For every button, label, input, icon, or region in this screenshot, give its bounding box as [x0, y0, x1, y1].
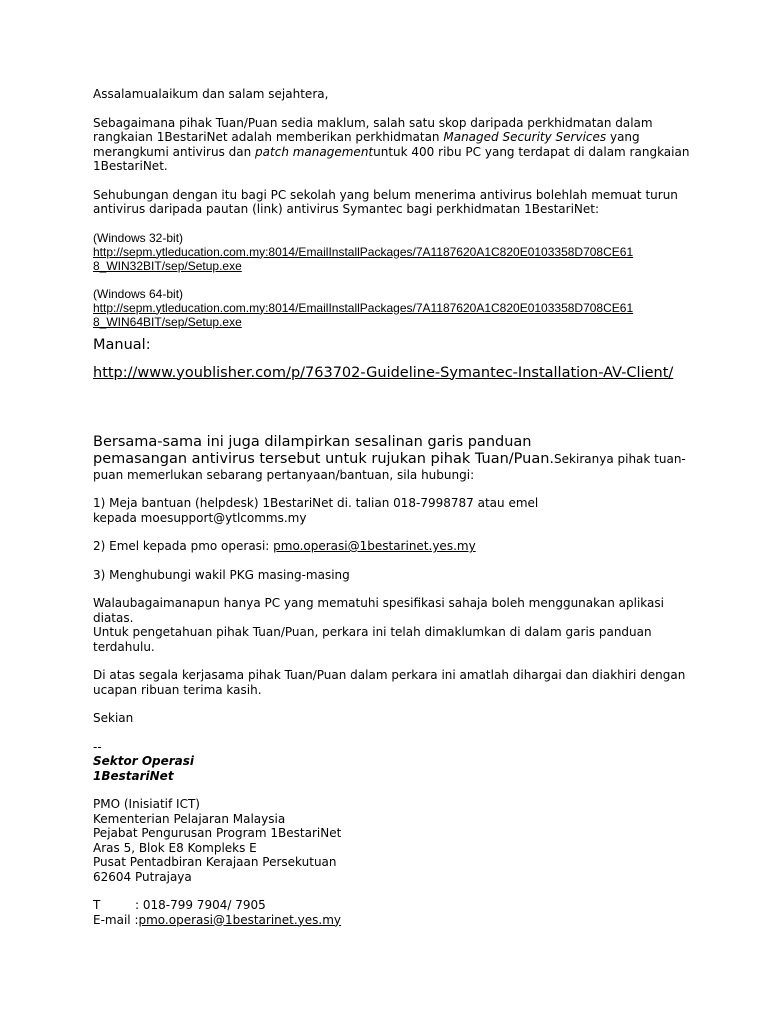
intro-line-2 [93, 130, 693, 145]
closing: Sekian [93, 711, 134, 725]
paragraph-guide [93, 434, 693, 483]
contact-item-1 [93, 496, 693, 525]
notice-line-2: Untuk pengetahuan pihak Tuan/Puan, perkara ini telah dimaklumkan di dalam garis panduan [93, 625, 652, 639]
intro-text-3: merangkumi antivirus dan [93, 144, 256, 159]
guide-line-2-big: pemasangan antivirus tersebut untuk rujukan pihak Tuan/Puan. [93, 450, 555, 467]
guide-line-1: Bersama-sama ini juga dilampirkan sesalinan garis panduan [93, 433, 532, 450]
email-label: E-mail : [93, 912, 139, 927]
win32-label: (Windows 32-bit) [93, 230, 184, 245]
notice-line-1: Walaubagaimanapun hanya PC yang mematuhi spesifikasi sahaja boleh menggunakan aplikasi diatas. [93, 596, 664, 625]
thanks-line-1: Di atas segala kerjasama pihak Tuan/Puan dalam perkara ini amatlah dihargai dan diakhiri dengan [93, 668, 686, 682]
signature-sector: Sektor Operasi [93, 754, 195, 768]
win32-url-part-2[interactable]: 8_WIN32BIT/sep/Setup.exe [93, 258, 242, 273]
manual-label: Manual: [93, 336, 151, 353]
paragraph-notice [93, 596, 693, 654]
download-line-1: Sehubungan dengan itu bagi PC sekolah yang belum menerima antivirus bolehlah memuat turun [93, 187, 678, 202]
intro-line-3 [93, 145, 693, 160]
address-line-1: PMO (Inisiatif ICT) [93, 797, 200, 811]
win64-label: (Windows 64-bit) [93, 286, 184, 301]
download-line-2: antivirus daripada pautan (link) antivirus Symantec bagi perkhidmatan 1BestariNet: [93, 202, 600, 216]
win32-download-link[interactable] [93, 245, 693, 273]
thanks-line-2: ucapan ribuan terima kasih. [93, 682, 262, 697]
signature-dash: -- [93, 739, 102, 754]
manual-link[interactable]: http://www.youblisher.com/p/763702-Guideline-Symantec-Installation-AV-Client/ [93, 364, 674, 381]
intro-text-3-end: untuk 400 ribu PC yang terdapat di dalam rangkaian [373, 144, 690, 159]
guide-line-2 [93, 451, 693, 468]
telephone-line [93, 898, 693, 913]
telephone-label: T [93, 898, 101, 912]
win64-block [93, 287, 693, 329]
win32-url-part-1[interactable]: http://sepm.ytleducation.com.my:8014/EmailInstallPackages/7A1187620A1C820E0103358D708CE61 [93, 244, 634, 259]
paragraph-download [93, 188, 693, 217]
paragraph-intro [93, 116, 693, 174]
win64-url-part-1[interactable]: http://sepm.ytleducation.com.my:8014/EmailInstallPackages/7A1187620A1C820E0103358D708CE61 [93, 300, 634, 315]
managed-security-services: Managed Security Services [443, 130, 607, 144]
address-line-2: Kementerian Pelajaran Malaysia [93, 811, 286, 826]
signature-email-link[interactable]: pmo.operasi@1bestarinet.yes.my [138, 912, 342, 927]
paragraph-thanks [93, 668, 693, 697]
address-block [93, 797, 693, 884]
intro-line-1: Sebagaimana pihak Tuan/Puan sedia maklum, salah satu skop daripada perkhidmatan dalam [93, 115, 653, 130]
telephone-value: : 018-799 7904/ 7905 [135, 898, 266, 912]
intro-text-end: yang [606, 130, 640, 144]
pmo-email-link[interactable]: pmo.operasi@1bestarinet.yes.my [273, 539, 476, 553]
guide-line-2-small: Sekiranya pihak tuan- [554, 451, 686, 466]
win64-url-part-2[interactable]: 8_WIN64BIT/sep/Setup.exe [93, 314, 242, 329]
address-line-3: Pejabat Pengurusan Program 1BestariNet [93, 826, 342, 840]
intro-line-4: 1BestariNet. [93, 159, 168, 173]
notice-line-3: terdahulu. [93, 639, 155, 654]
greeting: Assalamualaikum dan salam sejahtera, [93, 87, 329, 101]
patch-management: patch management [255, 144, 374, 159]
letter-body [93, 87, 693, 927]
address-line-5: Pusat Pentadbiran Kerajaan Persekutuan [93, 855, 337, 869]
contact-item-3: 3) Menghubungi wakil PKG masing-masing [93, 567, 350, 582]
item2-text: 2) Emel kepada pmo operasi: [93, 539, 274, 553]
email-line [93, 913, 693, 928]
address-line-4: Aras 5, Blok E8 Kompleks E [93, 840, 257, 855]
intro-text: rangkaian 1BestariNet adalah memberikan perkhidmatan [93, 130, 444, 144]
contact-details [93, 898, 693, 927]
signature [93, 740, 693, 784]
item1-line-2: kepada moesupport@ytlcomms.my [93, 510, 307, 525]
win64-download-link[interactable] [93, 301, 693, 329]
item1-line-1: 1) Meja bantuan (helpdesk) 1BestariNet di. talian 018-7998787 atau emel [93, 496, 539, 510]
signature-org: 1BestariNet [93, 768, 174, 783]
win32-block [93, 231, 693, 273]
guide-line-3: puan memerlukan sebarang pertanyaan/bantuan, sila hubungi: [93, 467, 475, 482]
contact-item-2 [93, 539, 693, 554]
address-line-6: 62604 Putrajaya [93, 869, 192, 884]
